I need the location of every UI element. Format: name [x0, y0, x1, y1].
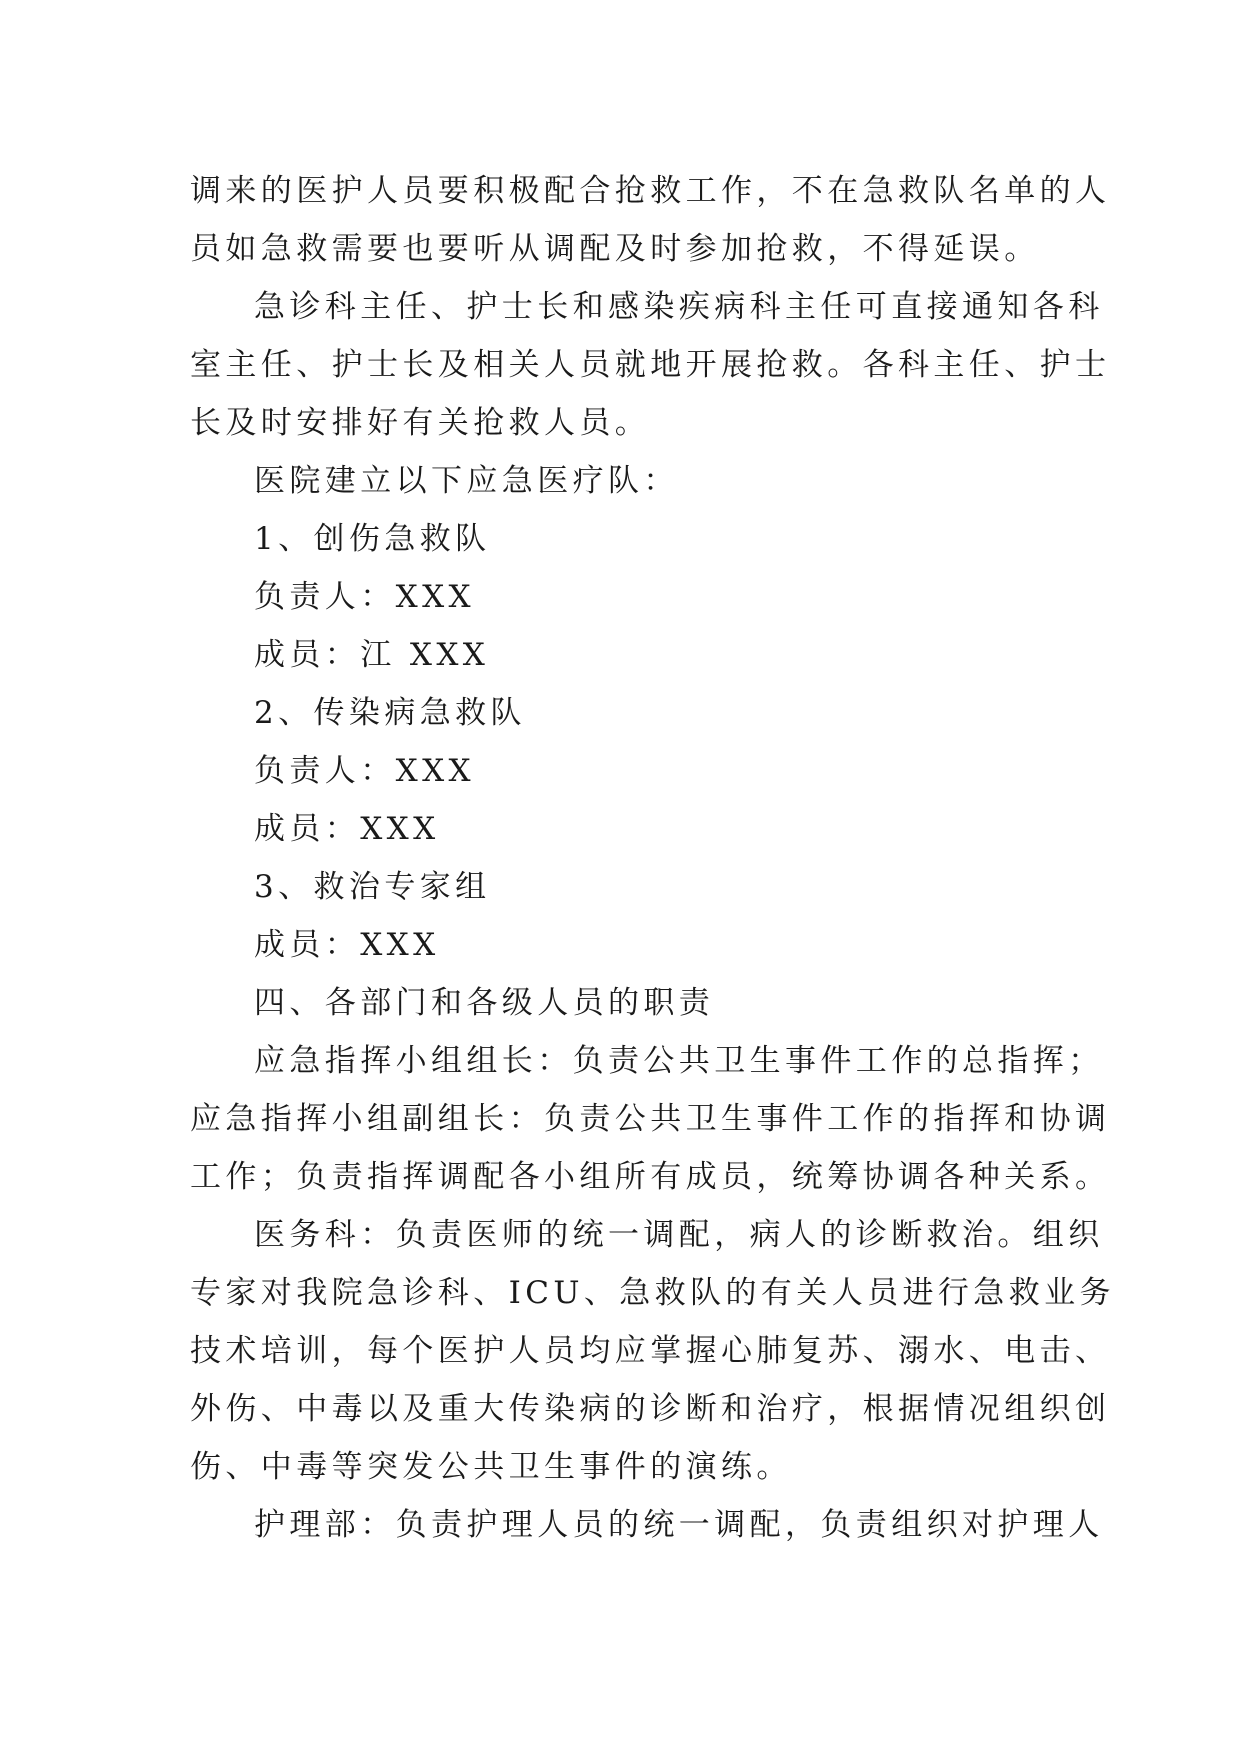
list-entry: 成员：XXX	[254, 811, 440, 847]
list-entry: 成员：江 XXX	[254, 637, 490, 673]
list-entry: 负责人：XXX	[254, 579, 476, 615]
list-heading: 2、传染病急救队	[254, 695, 526, 731]
paragraph-start-line: 医院建立以下应急医疗队：	[254, 463, 679, 499]
text-line: 员如急救需要也要听从调配及时参加抢救，不得延误。	[190, 231, 1040, 267]
list-heading: 1、创伤急救队	[254, 521, 491, 557]
text-line: 伤、中毒等突发公共卫生事件的演练。	[190, 1449, 792, 1485]
text-line: 应急指挥小组副组长：负责公共卫生事件工作的指挥和协调	[190, 1101, 1111, 1137]
paragraph-start-line: 医务科：负责医师的统一调配，病人的诊断救治。组织	[254, 1217, 1104, 1253]
text-line: 室主任、护士长及相关人员就地开展抢救。各科主任、护士	[190, 347, 1111, 383]
text-line: 技术培训，每个医护人员均应掌握心肺复苏、溺水、电击、	[190, 1333, 1111, 1369]
text-line: 调来的医护人员要积极配合抢救工作，不在急救队名单的人	[190, 173, 1111, 209]
text-line: 外伤、中毒以及重大传染病的诊断和治疗，根据情况组织创	[190, 1391, 1111, 1427]
paragraph-start-line: 护理部：负责护理人员的统一调配，负责组织对护理人	[254, 1507, 1104, 1543]
text-line: 工作；负责指挥调配各小组所有成员，统筹协调各种关系。	[190, 1159, 1111, 1195]
text-line: 专家对我院急诊科、ICU、急救队的有关人员进行急救业务	[190, 1275, 1115, 1311]
paragraph-start-line: 应急指挥小组组长：负责公共卫生事件工作的总指挥；	[254, 1043, 1104, 1079]
text-line: 长及时安排好有关抢救人员。	[190, 405, 651, 441]
list-heading: 3、救治专家组	[254, 869, 491, 905]
section-heading: 四、各部门和各级人员的职责	[254, 985, 715, 1021]
list-entry: 负责人：XXX	[254, 753, 476, 789]
list-entry: 成员：XXX	[254, 927, 440, 963]
paragraph-start-line: 急诊科主任、护士长和感染疾病科主任可直接通知各科	[254, 289, 1104, 325]
body-text	[190, 162, 1115, 1554]
